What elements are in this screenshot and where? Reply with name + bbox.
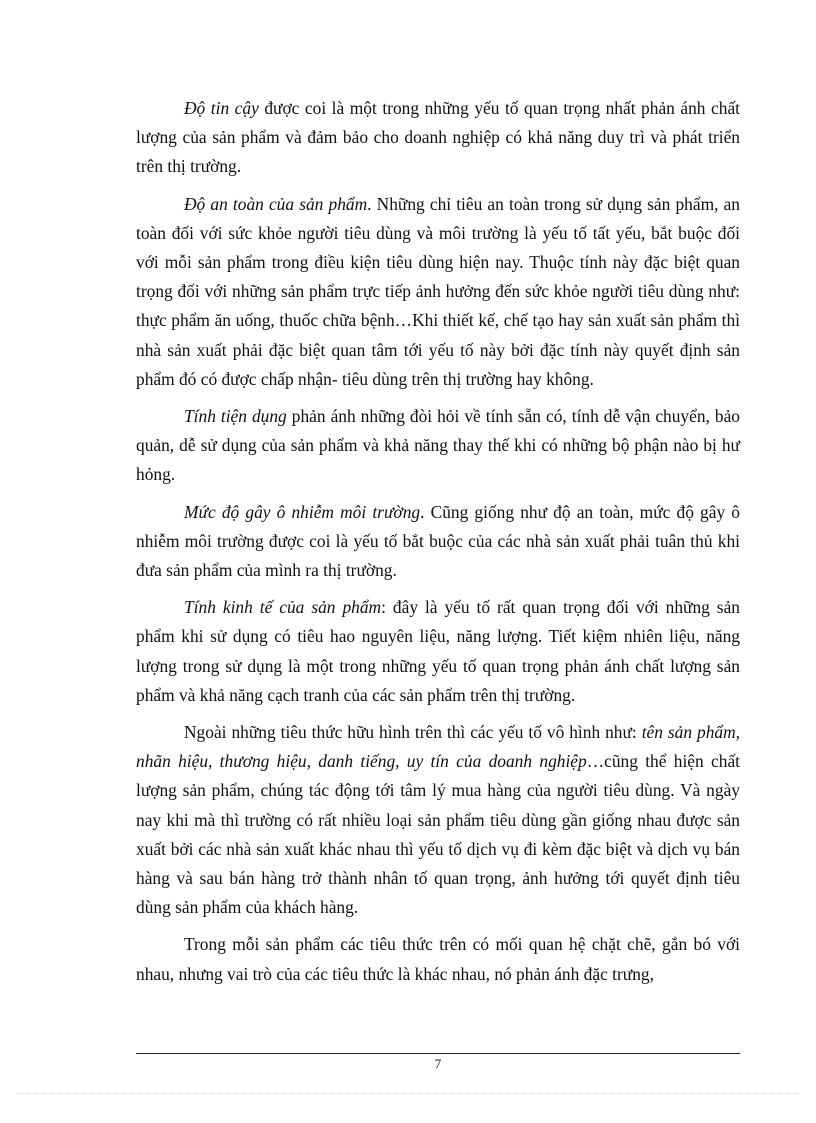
paragraph-safety-text: . Những chỉ tiêu an toàn trong sử dụng sản phẩm, an toàn đối với sức khỏe người tiêu dùng và môi trường là yếu tố tất yếu, bắt buộc đối với mỗi sản phẩm trong điều kiện tiêu dùng hiện nay. Thuộc tính này đặc biệt quan trọng đối với những sản phẩm trực tiếp ảnh hưởng đến sức khỏe người tiêu dùng như: thực phẩm ăn uống, thuốc chữa bệnh…Khi thiết kế, chế tạo hay sản xuất sản phẩm thì nhà sản xuất phải đặc biệt quan tâm tới yếu tố này bởi đặc tính này quyết định sản phẩm đó có được chấp nhận- tiêu dùng trên thị trường hay không. [136, 193, 740, 389]
paragraph-intangibles-intro: Ngoài những tiêu thức hữu hình trên thì các yếu tố vô hình như: [184, 722, 642, 743]
term-economy: Tính kinh tế của sản phẩm [184, 597, 382, 618]
paragraph-convenience [136, 402, 740, 490]
paragraph-reliability [136, 94, 740, 182]
paragraph-convenience-text: phản ánh những đòi hỏi về tính sẵn có, tính dễ vận chuyển, bảo quản, dễ sử dụng của sản phẩm và khả năng thay thế khi có những bộ phận nào bị hư hỏng. [136, 406, 740, 485]
paragraph-intangibles [136, 718, 740, 922]
page-bottom-edge [18, 1093, 798, 1094]
paragraph-relationship [136, 930, 740, 988]
paragraph-economy [136, 593, 740, 710]
term-convenience: Tính tiện dụng [184, 406, 287, 427]
paragraph-relationship-text: Trong mỗi sản phẩm các tiêu thức trên có mối quan hệ chặt chẽ, gắn bó với nhau, nhưng vai trò của các tiêu thức là khác nhau, nó phản ánh đặc trưng, [136, 934, 740, 984]
paragraph-pollution-text: . Cũng giống như độ an toàn, mức độ gây ô nhiễm môi trường được coi là yếu tố bắt buộc của các nhà sản xuất phải tuân thủ khi đưa sản phẩm của mình ra thị trường. [136, 501, 740, 581]
term-intangibles: tên sản phẩm, nhãn hiệu, thương hiệu, danh tiếng, uy tín của doanh nghiệp [136, 722, 741, 772]
footer-rule [136, 1053, 740, 1054]
paragraph-economy-text: : đây là yếu tố rất quan trọng đối với những sản phẩm khi sử dụng có tiêu hao nguyên liệu, năng lượng. Tiết kiệm nhiên liệu, năng lượng trong sử dụng là một trong những yếu tố quan trọng phản ánh chất lượng sản phẩm và khả năng cạch tranh của các sản phẩm trên thị trường. [136, 597, 740, 705]
document-body [136, 94, 740, 997]
paragraph-safety [136, 190, 740, 394]
paragraph-intangibles-text: …cũng thể hiện chất lượng sản phẩm, chúng tác động tới tâm lý mua hàng của người tiêu dùng. Và ngày nay khi mà thì trường có rất nhiều loại sản phẩm tiêu dùng gần giống nhau được sản xuất bởi các nhà sản xuất khác nhau thì yếu tố dịch vụ đi kèm đặc biệt và dịch vụ bán hàng và sau bán hàng trở thành nhân tố quan trọng, ảnh hưởng tới quyết định tiêu dùng sản phẩm của khách hàng. [136, 751, 740, 918]
term-pollution: Mức độ gây ô nhiễm môi trường [184, 501, 421, 522]
term-reliability: Độ tin cậy [184, 98, 259, 118]
paragraph-pollution [136, 498, 740, 586]
term-safety: Độ an toàn của sản phẩm [184, 193, 368, 214]
page-number: 7 [434, 1056, 442, 1071]
paragraph-reliability-text: được coi là một trong những yếu tố quan trọng nhất phản ánh chất lượng của sản phẩm và đảm bảo cho doanh nghiệp có khả năng duy trì và phát triển trên thị trường. [136, 98, 740, 177]
